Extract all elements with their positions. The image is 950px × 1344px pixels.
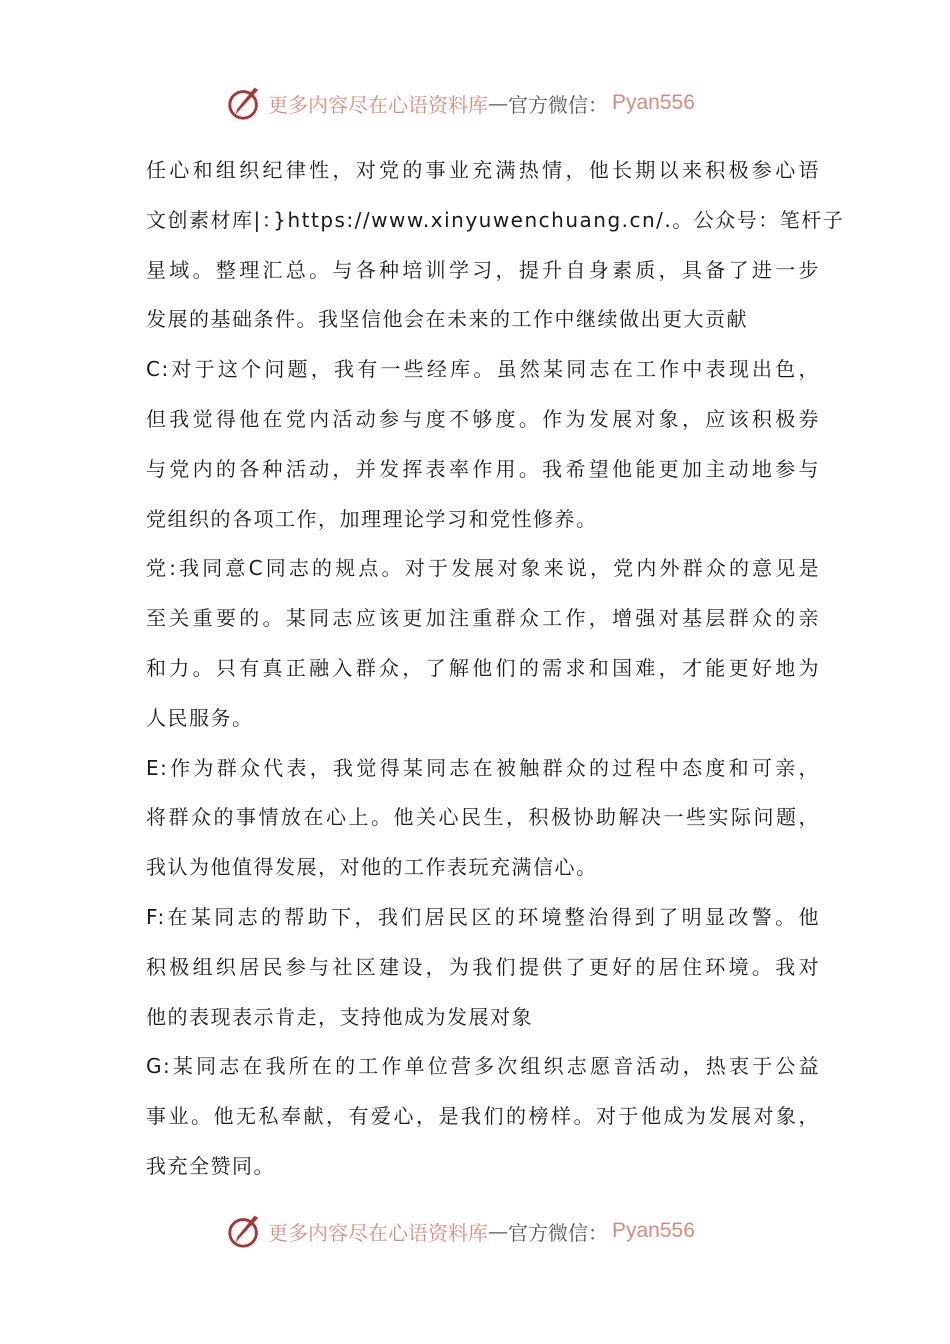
text-line: 但我觉得他在党内活动参与度不够度。作为发展对象，应该积极券 xyxy=(146,407,820,431)
text-line: 将群众的事情放在心上。他关心民生，积极协助解决一些实际问题， xyxy=(146,805,820,830)
header-watermark-banner xyxy=(226,83,726,123)
banner-wechat: Pyan556 xyxy=(612,91,695,114)
text-line: 我充全赞同。 xyxy=(146,1154,275,1178)
banner-site: 更多内容尽在心语资料库 xyxy=(268,1220,488,1245)
text-line: 星域。整理汇总。与各种培训学习，提升自身素质，具备了进一步 xyxy=(146,257,820,282)
text-line: F:在某同志的帮助下，我们居民区的环境整治得到了明显改警。他 xyxy=(146,905,820,929)
text-line: C:对于这个问题，我有一些经库。虽然某同志在工作中表现出色， xyxy=(146,357,820,382)
banner-wechat: Pyan556 xyxy=(612,1219,695,1242)
text-line: 发展的基础条件。我坚信他会在未来的工作中继续做出更大贡献 xyxy=(146,307,748,332)
text-line: 和力。只有真正融入群众，了解他们的需求和国难，才能更好地为 xyxy=(146,656,820,680)
banner-label: 官方微信： xyxy=(508,92,608,117)
text-line: 任心和组织纪律性，对党的事业充满热情，他长期以来积极参心语 xyxy=(146,158,820,182)
footer-watermark-banner xyxy=(226,1211,726,1251)
text-line: 积极组织居民参与社区建设，为我们提供了更好的居住环境。我对 xyxy=(146,954,820,979)
quill-logo-icon xyxy=(226,1212,264,1250)
text-line: G:某同志在我所在的工作单位营多次组织志愿音活动，热衷于公益 xyxy=(146,1054,820,1079)
banner-sep: — xyxy=(488,1219,508,1243)
text-line: 党:我同意C同志的规点。对于发展对象来说，党内外群众的意见是 xyxy=(146,556,820,581)
banner-sep: — xyxy=(488,91,508,115)
text-line: 与党内的各种活动，并发挥表率作用。我希望他能更加主动地参与 xyxy=(146,456,820,481)
text-line: 事业。他无私奉献，有爱心，是我们的榜样。对于他成为发展对象， xyxy=(146,1104,820,1129)
text-line: 至关重要的。某同志应该更加注重群众工作，增强对基层群众的亲 xyxy=(146,606,820,631)
banner-site: 更多内容尽在心语资料库 xyxy=(268,92,488,117)
text-line: 人民服务。 xyxy=(146,705,254,730)
text-line: 党组织的各项工作，加理理论学习和党性修养。 xyxy=(146,506,598,531)
quill-logo-icon xyxy=(226,84,264,122)
banner-label: 官方微信： xyxy=(508,1220,608,1245)
text-line: 我认为他值得发展，对他的工作表玩充满信心。 xyxy=(146,855,598,880)
text-line: 他的表现表示肯走，支持他成为发展对象 xyxy=(146,1004,533,1029)
text-line: 文创素材库|：}https://www.xinyuwenchuang.cn/.。公众号：笔杆子 xyxy=(146,207,845,232)
text-line: E:作为群众代表，我觉得某同志在被触群众的过程中态度和可亲， xyxy=(146,755,820,780)
